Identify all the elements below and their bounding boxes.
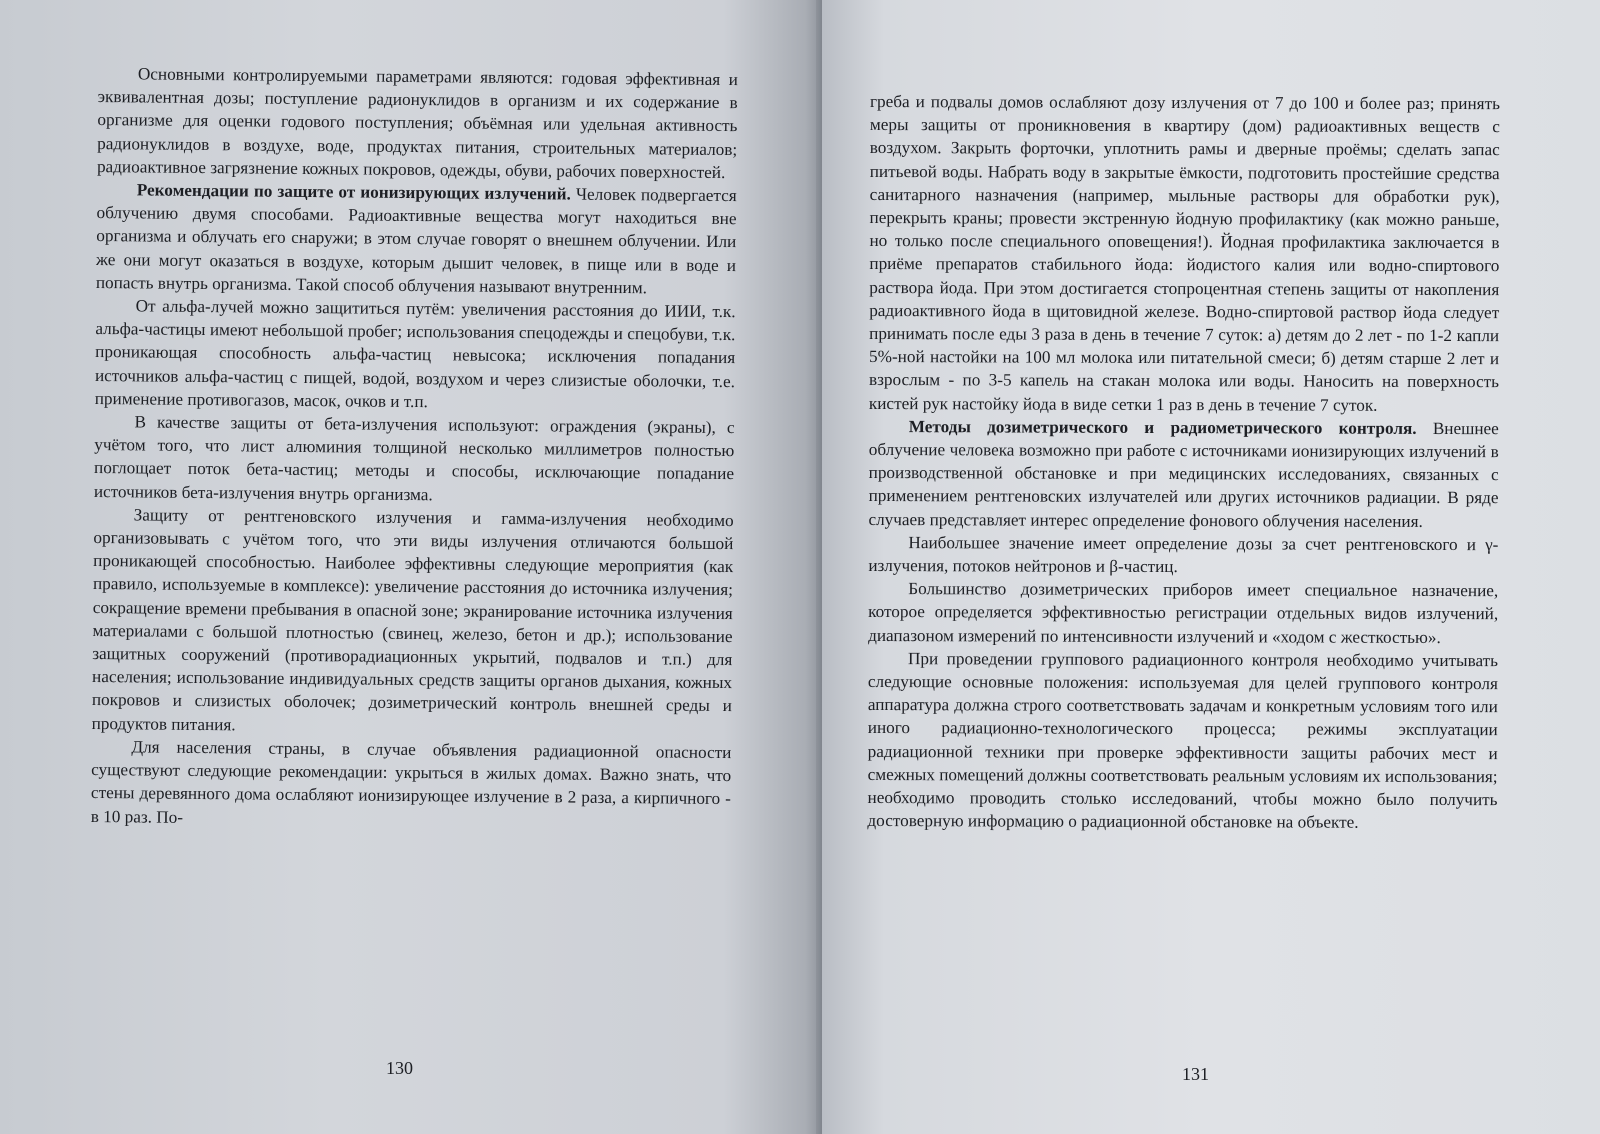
paragraph: Защиту от рентгеновского излучения и гамма-излучения необходимо организовывать с учётом того, что эти виды излучения отличаются большой проникающей способностью. Наиболее эффективны следующие мероприятия (как правило, используемые в комплексе): увеличение расстояния до источника излучения; сокращение времени пребывания в опасной зоне; экранирование источника излучения материалами с большой плотностью (свинец, железо, бетон и др.); использование защитных сооружений (противорадиационных укрытий, подвалов и т.п.) для населения; использование индивидуальных средств защиты органов дыхания, кожных покровов и слизистых оболочек; дозиметрический контроль внешней среды и продуктов питания.	[91, 505, 734, 735]
paragraph-body: Человек подвергается облучению двумя способами. Радиоактивные вещества могут находиться вне организма и облучать его снаружи; в этом случае говорят о внешнем облучении. Или же они могут оказаться в воздухе, которым дышит человек, в пище или в воде и попасть внутрь организма. Такой способ облучения называют внутренним.	[95, 184, 737, 298]
page-number-left: 130	[386, 1058, 413, 1078]
paragraph: греба и подвалы домов ослабляют дозу излучения от 7 до 100 и более раз; принять меры защиты от проникновения в квартиру (дом) радиоактивных веществ с воздухом. Закрыть форточки, уплотнить рамы и дверные проёмы; сделать запас питьевой воды. Набрать воду в закрытые ёмкости, подготовить простейшие средства санитарного назначения (например, мыльные растворы для обработки рук), перекрыть краны; провести экстренную йодную профилактику (как можно раньше, но только после специального оповещения!). Йодная профилактика заключается в приёме препаратов стабильного йода: йодистого калия или водно-спиртового раствора йода. При этом достигается стопроцентная степень защиты от накопления радиоактивного йода в щитовидной железе. Водно-спиртовой раствор йода следует принимать после еды 3 раза в день в течение 7 суток: а) детям до 2 лет - по 1-2 капли 5%-ной настойки на 100 мл молока или питательной смеси; б) детям старше 2 лет и взрослым - по 3-5 капель на стакан молока или воды. Наносить на поверхность кистей рук настойку йода в виде сетки 1 раз в день в течение 7 суток.	[868, 91, 1500, 415]
paragraph: Основными контролируемыми параметрами являются: годовая эффективная и эквивалентная дозы; поступление радионуклидов в организм и их содержание в организме для оценки годового поступления; объёмная или удельная активность радионуклидов в воздухе, воде, продуктах питания, строительных материалов; радиоактивное загрязнение кожных покровов, одежды, обуви, рабочих поверхностей.	[96, 64, 738, 182]
section-heading: Рекомендации по защите от ионизирующих излучений.	[136, 180, 571, 204]
right-page	[822, 0, 1600, 1134]
paragraph-with-heading	[868, 415, 1498, 533]
section-heading: Методы дозиметрического и радиометрического контроля.	[908, 416, 1417, 438]
paragraph: Большинство дозиметрических приборов имеет специальное назначение, которое определяется эффективностью регистрации отдельных видов излучений, диапазоном измерений по интенсивности излучений и «ходом с жесткостью».	[868, 579, 1499, 647]
left-page-text	[91, 62, 738, 834]
paragraph: В качестве защиты от бета-излучения используют: ограждения (экраны), с учётом того, что лист алюминия толщиной несколько миллиметров полностью поглощает поток бета-частиц; методы и способы, исключающие попадание источников бета-излучения внутрь организма.	[93, 412, 735, 504]
paragraph: Для населения страны, в случае объявления радиационной опасности существуют следующие рекомендации: укрыться в жилых домах. Важно знать, что стены деревянного дома ослабляют ионизирующее излучение в 2 раза, а кирпичного - в 10 раз. По-	[90, 737, 732, 827]
right-page-text	[867, 90, 1500, 835]
page-number-right: 131	[1182, 1064, 1209, 1084]
paragraph-body: Внешнее облучение человека возможно при работе с источниками ионизирующих излучений в производственной обстановке и при медицинских исследованиях, связанных с применением рентгеновских излучателей или других источников радиации. В ряде случаев представляет интерес определение фонового облучения населения.	[868, 418, 1499, 531]
paragraph: При проведении группового радиационного контроля необходимо учитывать следующие основные положения: используемая для целей группового контроля аппаратура должна строго соответствовать задачам и конкретным условиям того или иного радиационно-технологического процесса; режимы эксплуатации радиационной техники при проверке эффективности защиты рабочих мест и смежных помещений должны соответствовать реальным условиям их использования; необходимо проводить столько исследований, чтобы можно было получить достоверную информацию о радиационной обстановке на объекте.	[867, 649, 1499, 833]
paragraph: От альфа-лучей можно защититься путём: увеличения расстояния до ИИИ, т.к. альфа-частицы имеют небольшой пробег; использования спецодежды и спецобуви, т.к. проникающая способность альфа-частиц невысока; исключения попадания источников альфа-частиц с пищей, водой, воздухом и через слизистые оболочки, т.е. применение противогазов, масок, очков и т.п.	[94, 296, 736, 412]
paragraph: Наибольшее значение имеет определение дозы за счет рентгеновского и γ-излучения, потоков нейтронов и β-частиц.	[868, 532, 1499, 577]
paragraph-with-heading	[96, 178, 737, 300]
